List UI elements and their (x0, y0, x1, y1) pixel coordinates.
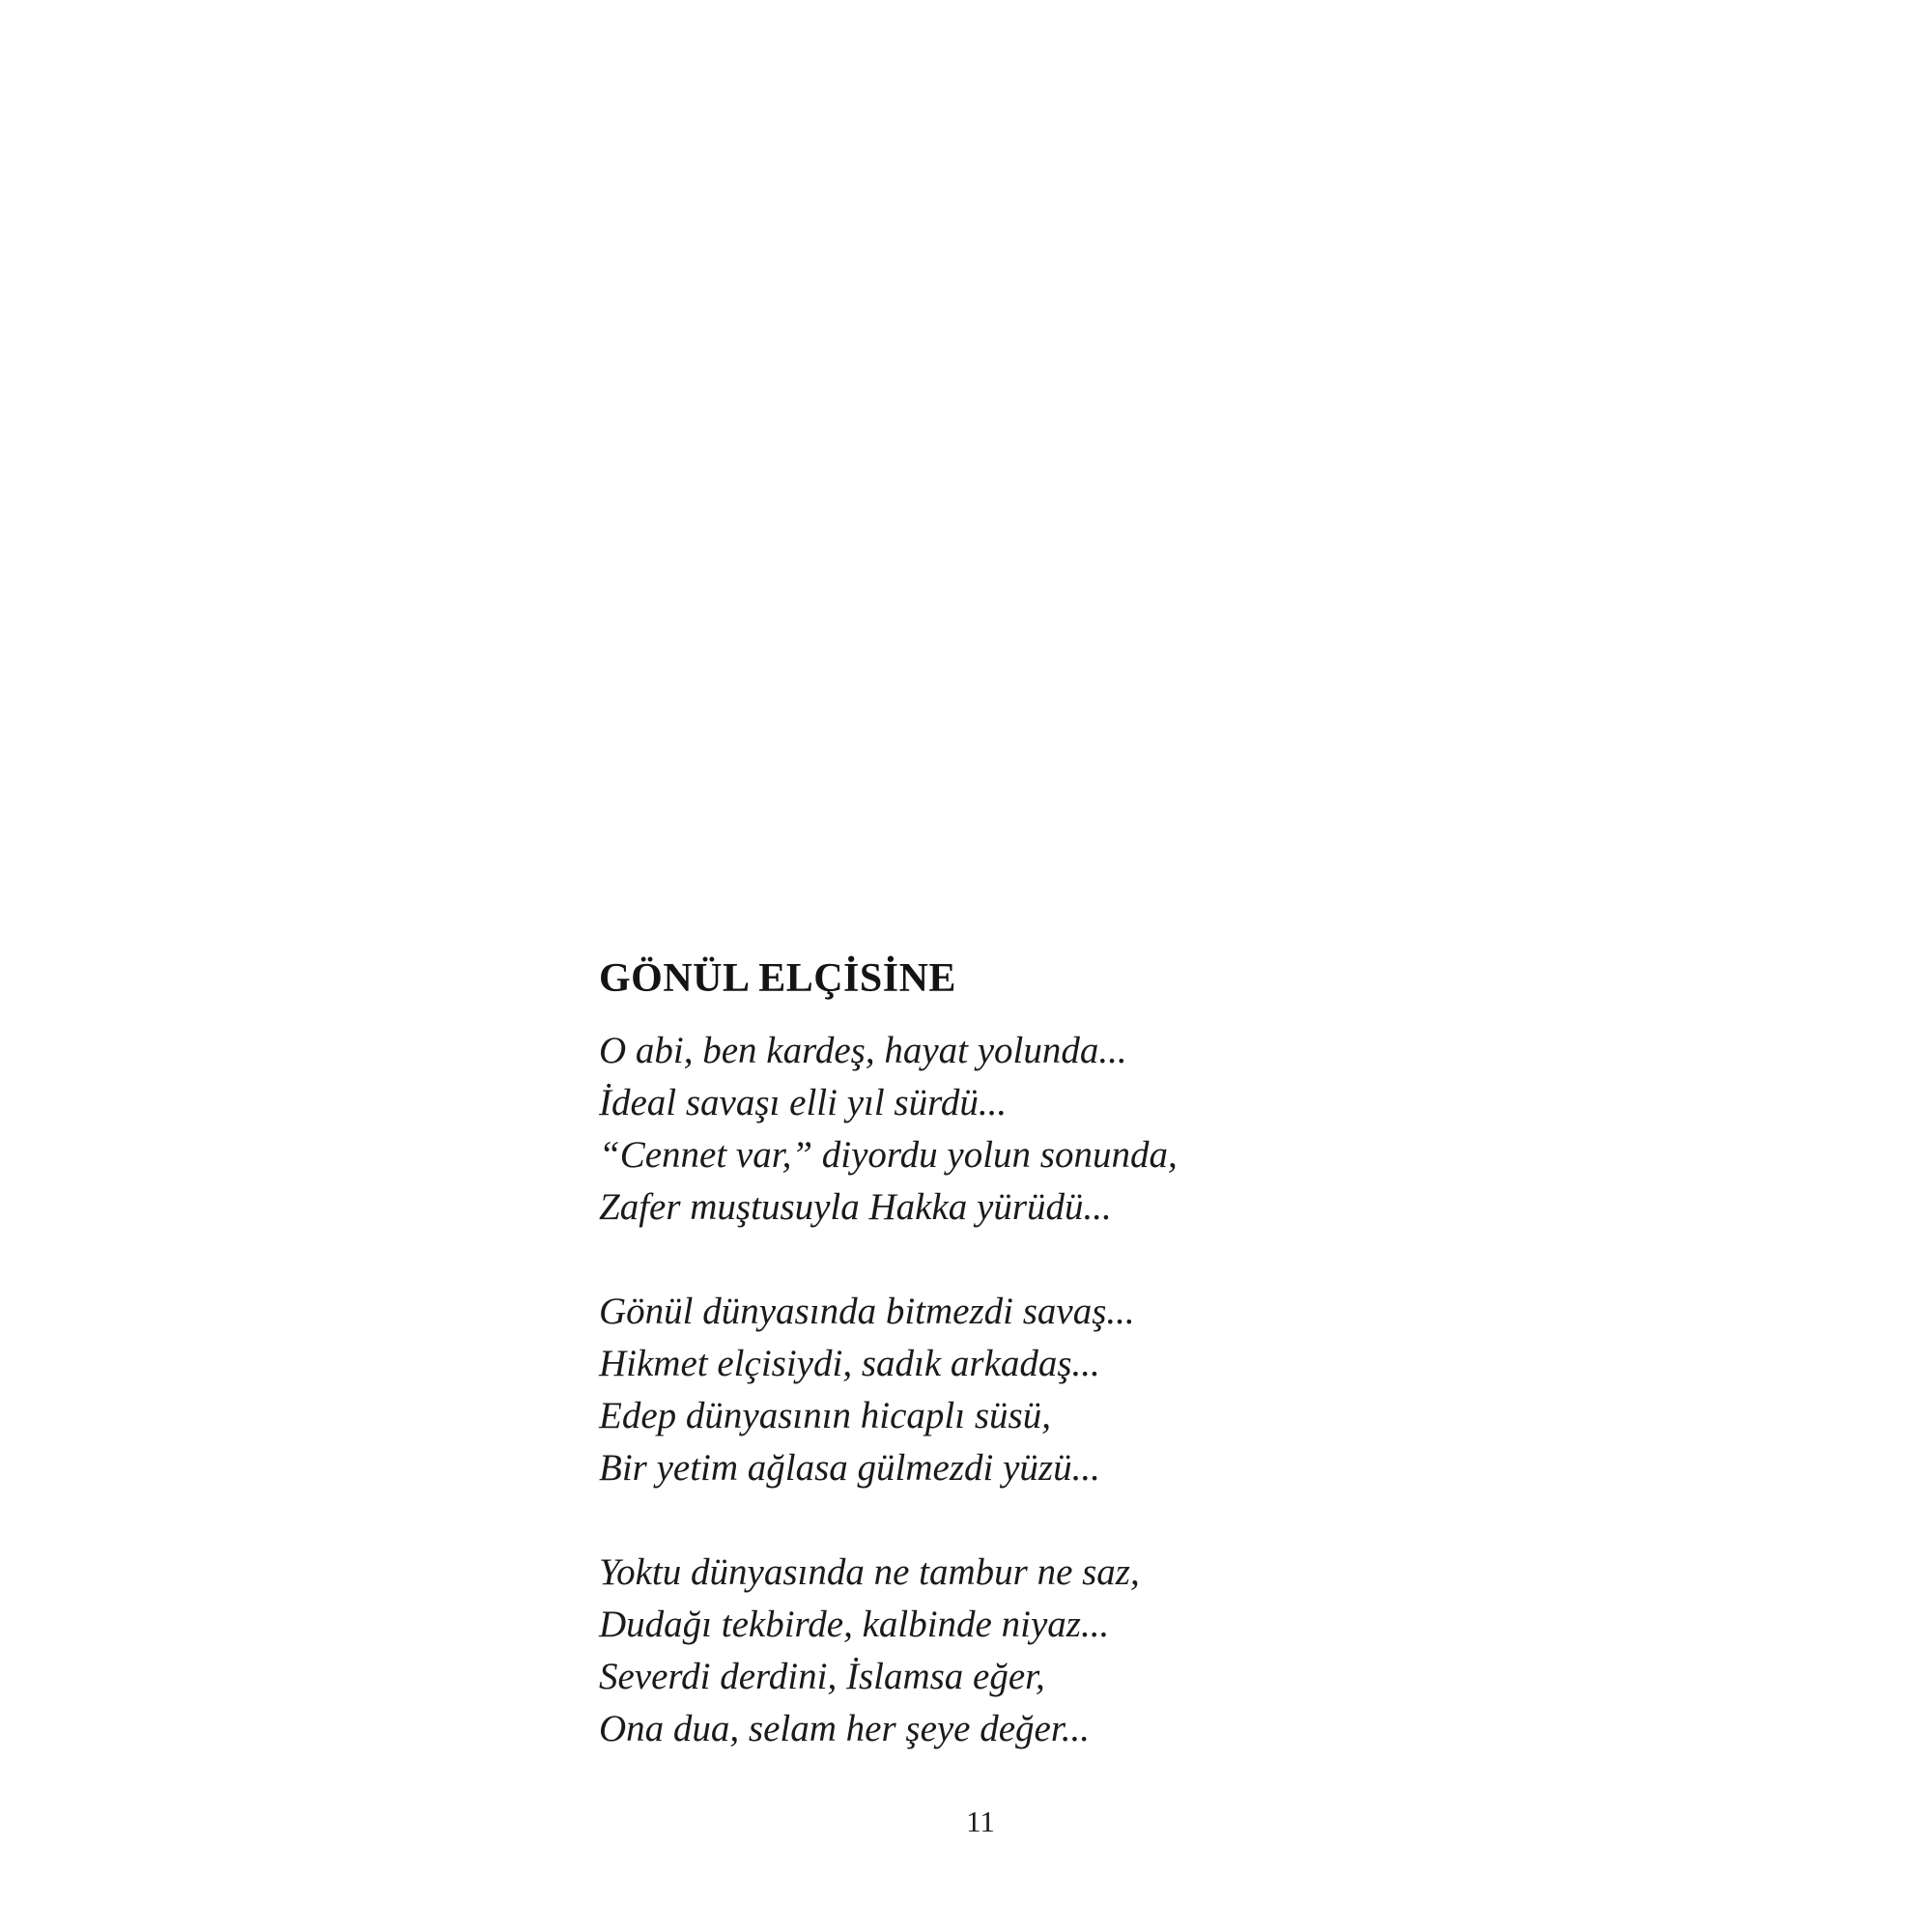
verse-line: İdeal savaşı elli yıl sürdü... (599, 1082, 1008, 1123)
verse-line: Dudağı tekbirde, kalbinde niyaz... (599, 1604, 1110, 1645)
verse-line: Hikmet elçisiydi, sadık arkadaş... (599, 1343, 1100, 1384)
verse-line: Bir yetim ağlasa gülmezdi yüzü... (599, 1447, 1100, 1489)
verse-line: Yoktu dünyasında ne tambur ne saz, (599, 1551, 1140, 1593)
verse-line: Ona dua, selam her şeye değer... (599, 1708, 1090, 1749)
verse-line: Edep dünyasının hicaplı süsü, (599, 1395, 1051, 1436)
verse-line: Severdi derdini, İslamsa eğer, (599, 1656, 1045, 1697)
poem-title: GÖNÜL ELÇİSİNE (599, 956, 956, 1001)
stanza-1 (599, 1025, 1468, 1234)
verse-line: “Cennet var,” diyordu yolun sonunda, (599, 1134, 1178, 1176)
verse-line: O abi, ben kardeş, hayat yolunda... (599, 1030, 1127, 1071)
page-number: 11 (966, 1804, 995, 1838)
poem-stanzas (599, 1025, 1468, 1755)
stanza-2 (599, 1286, 1468, 1494)
verse-line: Zafer muştusuyla Hakka yürüdü... (599, 1186, 1112, 1228)
verse-line: Gönül dünyasında bitmezdi savaş... (599, 1291, 1135, 1332)
poem (599, 952, 1468, 1755)
stanza-3 (599, 1547, 1468, 1755)
